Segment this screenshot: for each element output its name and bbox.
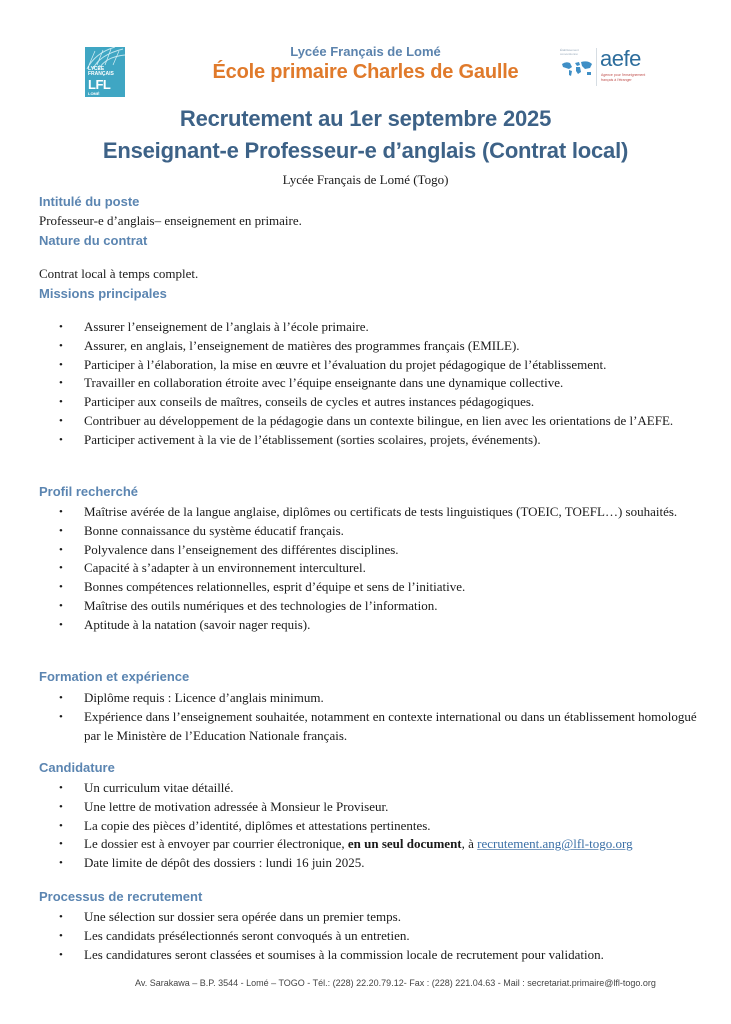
list-item-text: Bonnes compétences relationnelles, esprit d’équipe et sens de l’initiative. [84,579,466,595]
bullet-icon: • [59,321,63,333]
list-item-text: Bonne connaissance du système éducatif français. [84,522,344,538]
list-item [58,708,698,746]
bullet-icon: • [59,599,63,612]
bullet-icon: • [59,506,63,518]
list-item [58,559,698,578]
list-item-text: Capacité à s’adapter à un environnement interculturel. [84,560,366,576]
bullet-icon: • [59,819,63,832]
bullet-icon: • [59,581,63,594]
list-item-text: Les candidats présélectionnés seront convoqués à un entretien. [84,927,410,943]
bullet-icon: • [59,377,63,390]
section-heading-candidature: Candidature [39,760,115,775]
bullet-icon: • [59,562,63,575]
list-item [58,393,698,412]
list-item [58,337,698,356]
bullet-icon: • [59,929,63,942]
list-item-text: Contribuer au développement de la pédagogie dans un contexte bilingue, en lien avec les orientations de l’AEFE. [84,412,674,428]
bullet-icon: • [59,524,63,537]
lfl-city: LOMÉ [88,91,100,96]
list-item-text: Assurer, en anglais, l’enseignement de matières des programmes français (EMILE). [84,337,520,353]
bullet-icon: • [59,358,63,371]
list-item [58,927,698,946]
list-item-text: Assurer l’enseignement de l’anglais à l’école primaire. [84,319,369,334]
list-item [58,597,698,616]
page-title: Recrutement au 1er septembre 2025 [179,106,552,131]
list-item [58,946,698,965]
list-item [58,798,698,817]
list-item-text: Travailler en collaboration étroite avec l’équipe enseignante dans une dynamique collective. [84,375,564,391]
list-item-text: Participer à l’élaboration, la mise en œuvre et l’évaluation du projet pédagogique de l’établissement. [84,356,607,372]
section-heading-missions: Missions principales [39,286,167,301]
bullet-icon: • [59,618,63,631]
profil-list [58,503,698,635]
letterhead [0,0,731,100]
list-item-text: Une sélection sur dossier sera opérée dans un premier temps. [84,909,401,924]
list-item-text: Participer activement à la vie de l’établissement (sorties scolaires, projets, événements). [84,431,541,447]
section-heading-profil: Profil recherché [39,484,138,499]
list-item [58,503,698,522]
single-document-emphasis: en un seul document [347,836,462,852]
school-name: Lycée Français de Lomé [290,44,441,59]
list-item-text: Diplôme requis : Licence d’anglais minimum. [84,690,324,705]
list-item [58,356,698,375]
section-heading-formation: Formation et expérience [39,669,190,684]
bullet-icon: • [59,800,63,813]
list-item-text: Les candidatures seront classées et soumises à la commission locale de recrutement pour validation. [84,946,604,962]
recruitment-email-link[interactable]: recrutement.ang@lfl-togo.org [477,836,633,852]
list-item-text: Polyvalence dans l’enseignement des différentes disciplines. [84,541,399,557]
list-item-text: Une lettre de motivation adressée à Monsieur le Proviseur. [84,798,389,814]
bullet-icon: • [59,433,63,446]
section-heading-processus: Processus de recrutement [39,889,203,904]
bullet-icon: • [59,692,63,704]
processus-list [58,908,698,964]
bullet-icon: • [59,838,63,851]
bullet-icon: • [59,710,63,723]
list-item [58,318,698,337]
list-item [58,908,698,927]
lfl-line2: FRANÇAIS [88,71,114,77]
bullet-icon: • [59,857,63,870]
list-item-text: Aptitude à la natation (savoir nager requis). [84,616,311,632]
missions-list [58,318,698,450]
bullet-icon: • [59,414,63,427]
list-item [58,578,698,597]
job-title: Enseignant-e Professeur-e d’anglais (Contrat local) [102,138,629,163]
bullet-icon: • [59,911,63,923]
list-item [58,817,698,836]
list-item [58,689,698,708]
aefe-brand: aefe [600,46,641,71]
school-subtitle: École primaire Charles de Gaulle [212,61,519,83]
candidature-list [58,779,698,873]
list-item [58,616,698,635]
aefe-agency: Agence pour l'enseignement français à l'étranger [601,73,646,82]
section-heading-intitule: Intitulé du poste [39,194,140,209]
aefe-network-label: Établissement conventionné [560,48,579,56]
list-item [58,835,698,854]
intitule-text: Professeur-e d’anglais– enseignement en primaire. [39,213,302,228]
lfl-initials: LFL [88,77,111,92]
list-item [58,412,698,431]
bullet-icon: • [59,396,63,409]
location-subtitle: Lycée Français de Lomé (Togo) [282,172,449,187]
bullet-icon: • [59,339,63,352]
aefe-divider [596,48,597,86]
nature-text: Contrat local à temps complet. [39,266,199,281]
list-item [58,541,698,560]
list-item [58,522,698,541]
list-item [58,779,698,798]
list-item-text: Participer aux conseils de maîtres, conseils de cycles et autres instances pédagogiques. [84,394,535,410]
send-connector: , à [461,836,478,852]
bullet-icon: • [59,543,63,556]
formation-list [58,689,698,745]
world-map-icon [560,60,594,78]
list-item [58,854,698,873]
section-heading-nature: Nature du contrat [39,233,148,248]
aefe-logo [558,46,658,91]
list-item-text: Expérience dans l’enseignement souhaitée, notamment en contexte international ou dans un établissement homologué par le Ministère de l’Education Nationale français. [84,708,697,743]
bullet-icon: • [59,948,63,961]
footer-contact: Av. Sarakawa – B.P. 3544 - Lomé – TOGO - Tél.: (228) 22.20.79.12- Fax : (228) 221.04.63 - Mail : secretariat.primaire@lfl-togo.org [135,978,656,988]
deadline-text: Date limite de dépôt des dossiers : lundi 16 juin 2025. [84,855,365,871]
list-item [58,431,698,450]
send-instructions: Le dossier est à envoyer par courrier électronique, [84,836,348,852]
lfl-line1: LYCÉE [88,66,105,72]
list-item-text: Maîtrise avérée de la langue anglaise, diplômes ou certificats de tests linguistiques (TOEIC, TOEFL…) souhaités. [84,504,678,519]
list-item-text: Maîtrise des outils numériques et des technologies de l’information. [84,597,438,613]
bullet-icon: • [59,782,63,794]
list-item-text: La copie des pièces d’identité, diplômes et attestations pertinentes. [84,817,431,833]
list-item [58,374,698,393]
list-item-text: Un curriculum vitae détaillé. [84,780,234,795]
